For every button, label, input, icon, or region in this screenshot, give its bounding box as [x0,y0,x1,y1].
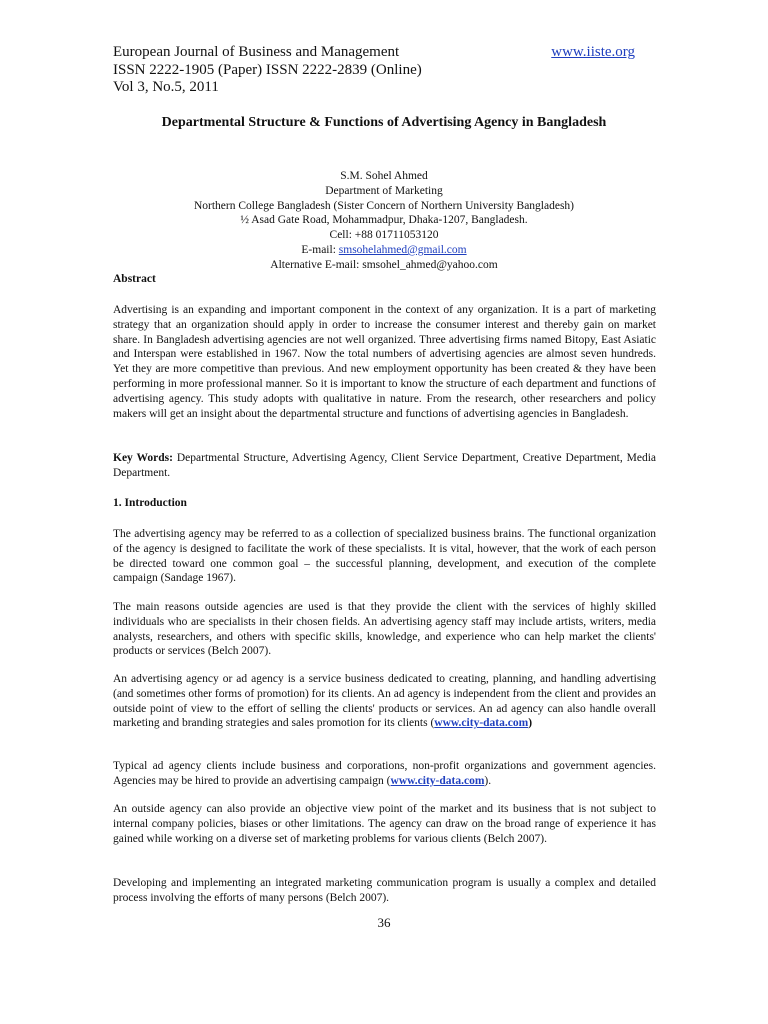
journal-header [113,44,635,97]
email-label: E-mail: [301,243,339,256]
journal-volume: Vol 3, No.5, 2011 [113,79,219,95]
author-cell: Cell: +88 01711053120 [329,229,439,242]
intro-paragraph-3 [113,672,656,731]
journal-issn: ISSN 2222-1905 (Paper) ISSN 2222-2839 (Online) [113,61,422,78]
city-data-link-2[interactable]: www.city-data.com [390,774,485,787]
intro-paragraph-5: An outside agency can also provide an objective view point of the market and its business that is not subject to internal company policies, biases or other limitations. The agency can draw on the broad range of experience it has gained while working on a diverse set of marketing problems for various clients (Belch 2007). [113,803,656,845]
abstract-text: Advertising is an expanding and important component in the context of any organization. It is a part of marketing strategy that an organization should apply in order to increase the consumer interest and thereby gain on market share. In Bangladesh advertising agencies are not well organized. Three advertising firms named Bitopy, East Asiatic and Interspan were established in 1967. Now the total numbers of advertising agencies are almost seven hundreds. Yet they are more competitive than previous. And new employment opportunity has been created & they have been performing in more professional manner. So it is important to know the structure of each department and functions of advertising agency. This study adopts with qualitative in nature. From the research, other researchers and policy makers will get an insight about the departmental structure and functions of advertising agencies in Bangladesh. [113,304,656,420]
keywords-paragraph [113,451,656,481]
abstract-heading: Abstract [113,273,156,285]
intro-paragraph-1: The advertising agency may be referred to as a collection of specialized business brains. The functional organization of the agency is designed to facilitate the work of these specialists. It is vital, however, that the work of each person be directed toward one common goal – the successful planning, development, and execution of the complete campaign (Sandage 1967). [113,528,656,585]
intro-paragraph-4 [113,759,656,789]
author-address: ½ Asad Gate Road, Mohammadpur, Dhaka-1207, Bangladesh. [240,214,528,227]
paper-title: Departmental Structure & Functions of Advertising Agency in Bangladesh [161,115,607,130]
author-department: Department of Marketing [325,184,443,197]
journal-name: European Journal of Business and Management [113,44,400,60]
intro-p3-end: ) [528,717,533,730]
intro-p3-text: An advertising agency or ad agency is a service business dedicated to creating, planning, and handling advertising (and sometimes other forms of promotion) for its clients. An ad agency is independent from the client and provides an outside point of view to the effort of selling the clients' products or services. An ad agency can also handle overall marketing and branding strategies and sales promotion for its clients ( [113,673,656,730]
keywords-text: Departmental Structure, Advertising Agency, Client Service Department, Creative Department, Media Department. [113,452,657,479]
page-number: 36 [377,915,391,930]
intro-paragraph-6: Developing and implementing an integrated marketing communication program is usually a complex and detailed process involving the efforts of many persons (Belch 2007). [113,877,656,904]
city-data-link-1[interactable]: www.city-data.com [434,717,529,730]
author-institution: Northern College Bangladesh (Sister Concern of Northern University Bangladesh) [193,199,575,212]
intro-p4-end: ). [484,774,492,787]
author-block [113,169,655,273]
author-email-line [113,243,655,258]
introduction-heading: 1. Introduction [113,497,187,509]
keywords-label: Key Words: [113,452,173,464]
intro-p4-text: Typical ad agency clients include business and corporations, non-profit organizations and government agencies. Agencies may be hired to provide an advertising campaign ( [113,760,656,787]
journal-url-link[interactable]: www.iiste.org [551,44,635,60]
intro-paragraph-2: The main reasons outside agencies are used is that they provide the client with the services of highly skilled individuals who are specialists in their chosen fields. An advertising agency staff may include artists, writers, media analysts, researchers, and others with specific skills, knowledge, and experience who can help market the clients' products or services (Belch 2007). [113,601,656,658]
author-alt-email: Alternative E-mail: smsohel_ahmed@yahoo.com [270,258,498,271]
author-email-link[interactable]: smsohelahmed@gmail.com [338,243,467,256]
author-name: S.M. Sohel Ahmed [340,170,428,182]
